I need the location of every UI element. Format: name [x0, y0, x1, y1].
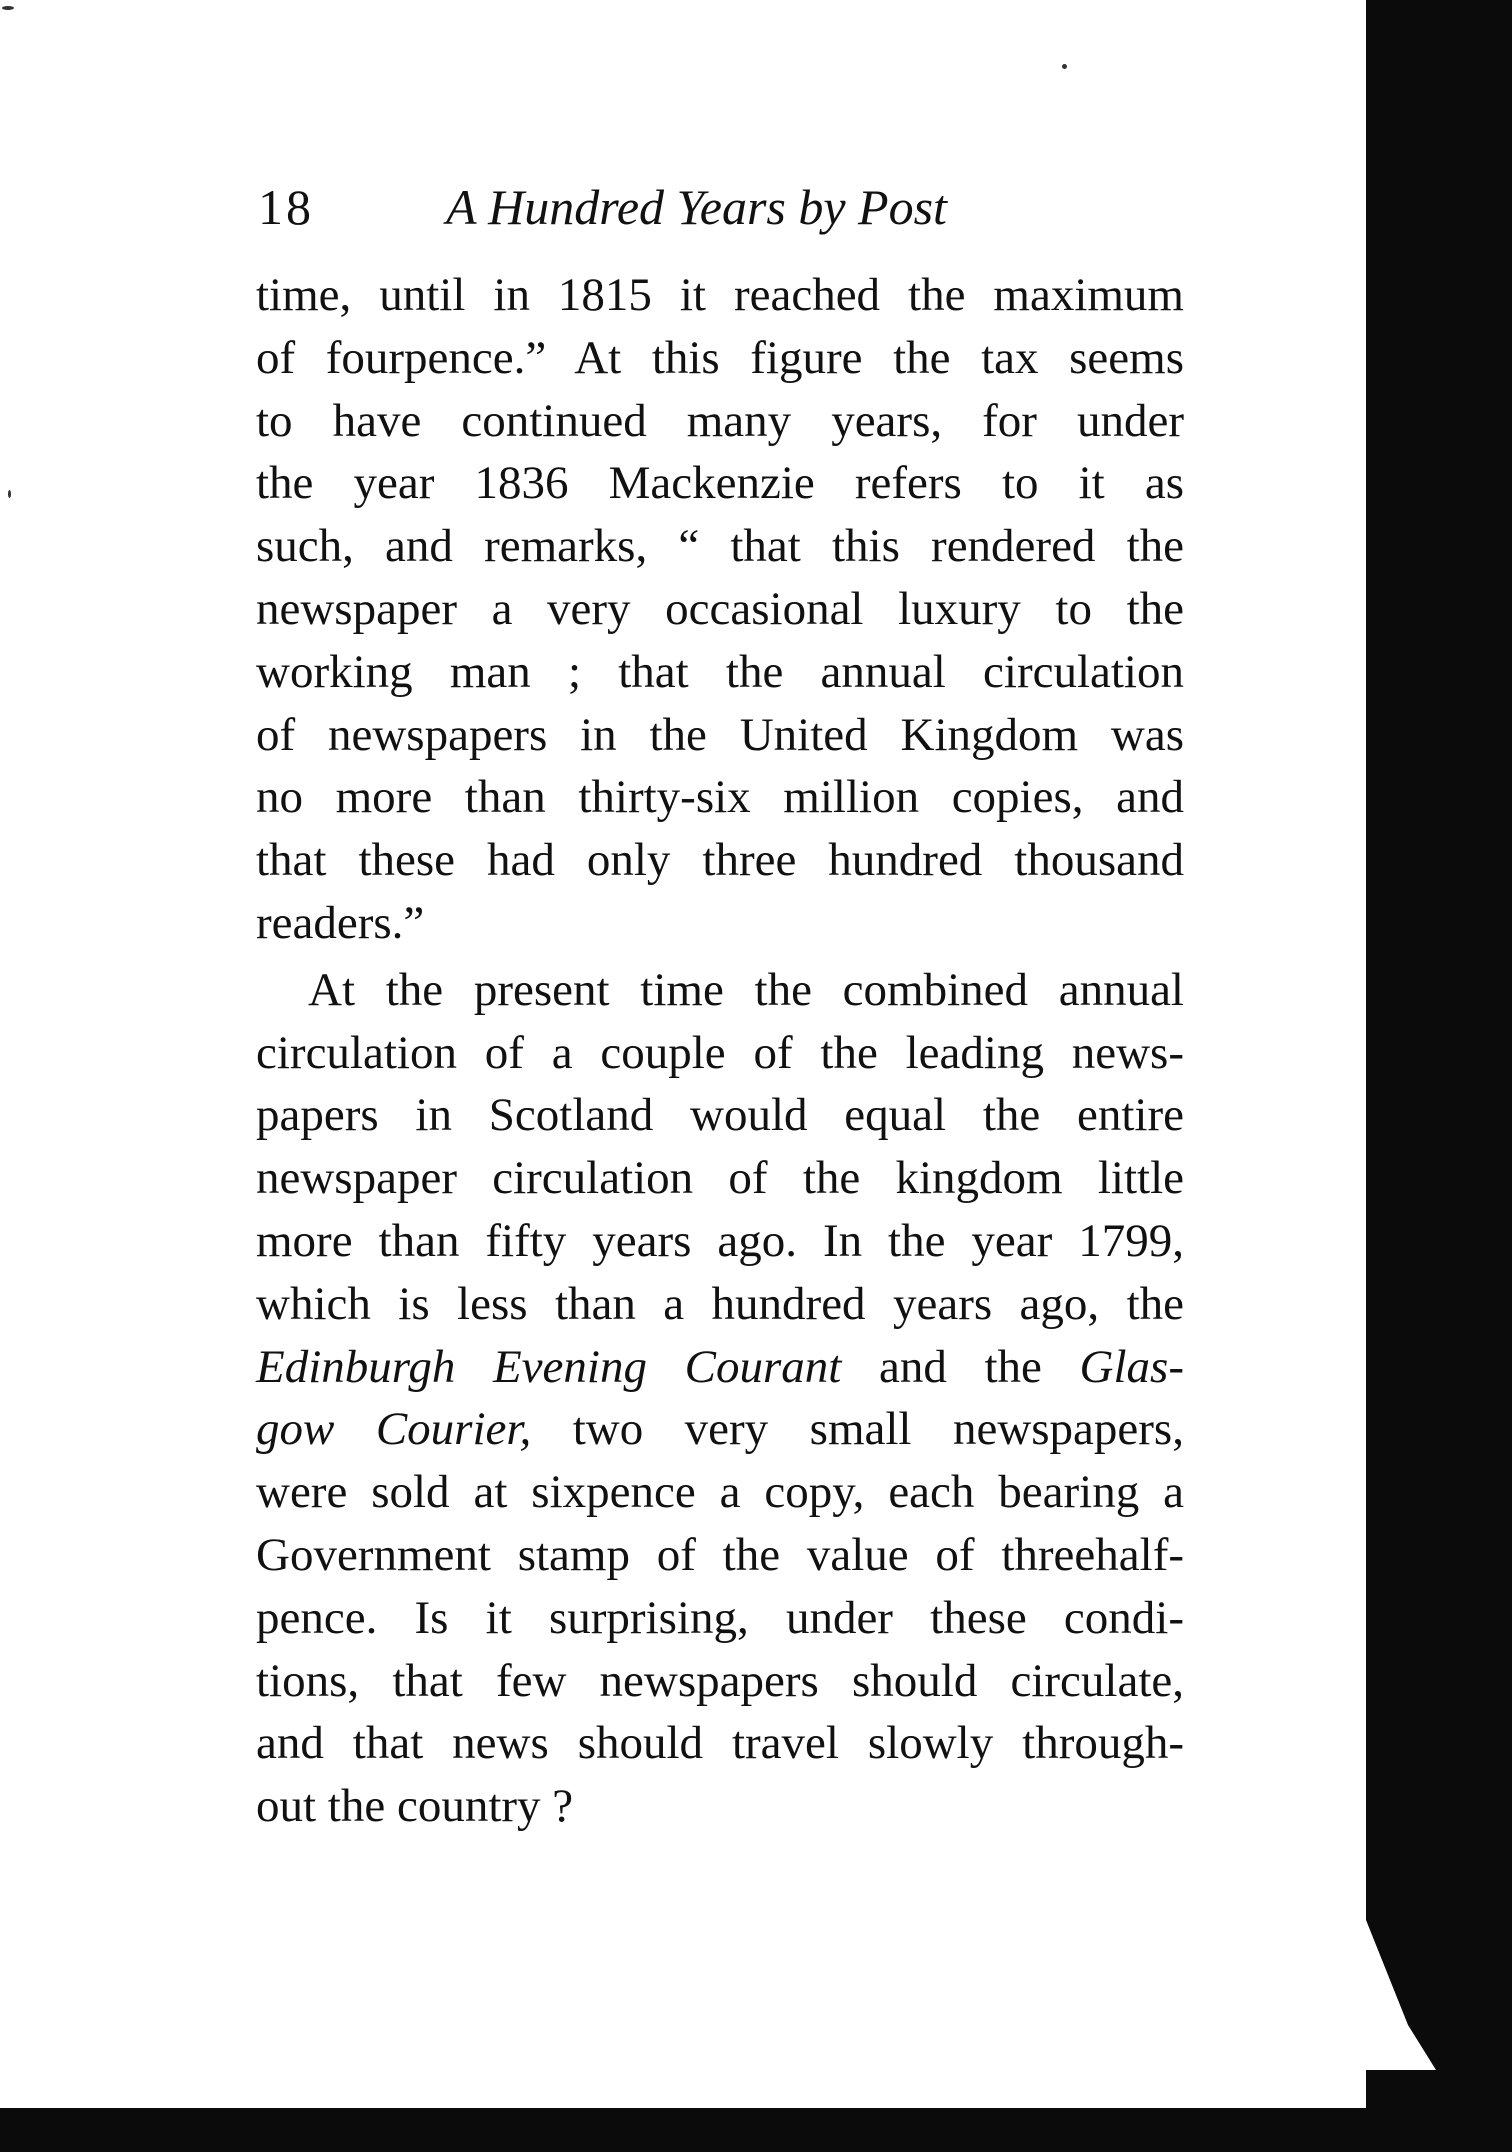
scan-right-edge-shadow	[1366, 0, 1512, 2152]
text-line: the year 1836 Mackenzie refers to it as	[256, 457, 1184, 510]
text-line: At the present time the combined annual	[308, 963, 1184, 1016]
body-text	[256, 264, 1184, 1838]
text-line-italic-titles	[256, 1398, 1184, 1461]
newspaper-title: gow Courier,	[256, 1403, 532, 1456]
text-line-italic-titles	[256, 1336, 1184, 1399]
page-number: 18	[258, 179, 314, 235]
paragraph-2	[256, 959, 1184, 1838]
running-header	[254, 172, 1254, 242]
text-line: Government stamp of the value of threehalf-	[256, 1528, 1184, 1581]
text-fragment: and the	[841, 1340, 1080, 1393]
text-line: working man ; that the annual circulation	[256, 645, 1184, 698]
text-line: of fourpence.” At this figure the tax seems	[256, 331, 1184, 384]
scan-speck	[1062, 64, 1067, 69]
text-line: newspaper a very occasional luxury to the	[256, 582, 1184, 635]
paragraph-1	[256, 264, 1184, 955]
text-line: of newspapers in the United Kingdom was	[256, 708, 1184, 761]
text-line: that these had only three hundred thousand	[256, 834, 1184, 887]
scan-speck	[8, 490, 11, 498]
text-line: tions, that few newspapers should circulate,	[256, 1654, 1184, 1707]
newspaper-title: Glas-	[1079, 1340, 1184, 1393]
running-title: A Hundred Years by Post	[446, 179, 947, 235]
text-line: such, and remarks, “ that this rendered the	[256, 520, 1184, 573]
text-line: out the country ?	[256, 1780, 574, 1833]
text-line: pence. Is it surprising, under these condi-	[256, 1591, 1184, 1644]
text-line: no more than thirty-six million copies, and	[256, 771, 1184, 824]
text-line: and that news should travel slowly through-	[256, 1717, 1184, 1770]
text-line: time, until in 1815 it reached the maximum	[256, 269, 1184, 321]
scan-bottom-edge-shadow	[0, 2108, 1512, 2152]
scan-speck	[2, 6, 14, 10]
text-line: were sold at sixpence a copy, each bearing a	[256, 1466, 1184, 1519]
text-line: to have continued many years, for under	[256, 394, 1184, 447]
text-line: readers.”	[256, 896, 425, 949]
text-line: circulation of a couple of the leading news-	[256, 1026, 1184, 1079]
newspaper-title: Edinburgh Evening Courant	[256, 1340, 842, 1393]
text-line: papers in Scotland would equal the entire	[256, 1089, 1184, 1142]
text-fragment: two very small newspapers,	[531, 1403, 1184, 1456]
text-line: which is less than a hundred years ago, the	[256, 1277, 1184, 1330]
text-line: newspaper circulation of the kingdom little	[256, 1152, 1184, 1205]
text-line: more than fifty years ago. In the year 1799,	[256, 1214, 1184, 1267]
